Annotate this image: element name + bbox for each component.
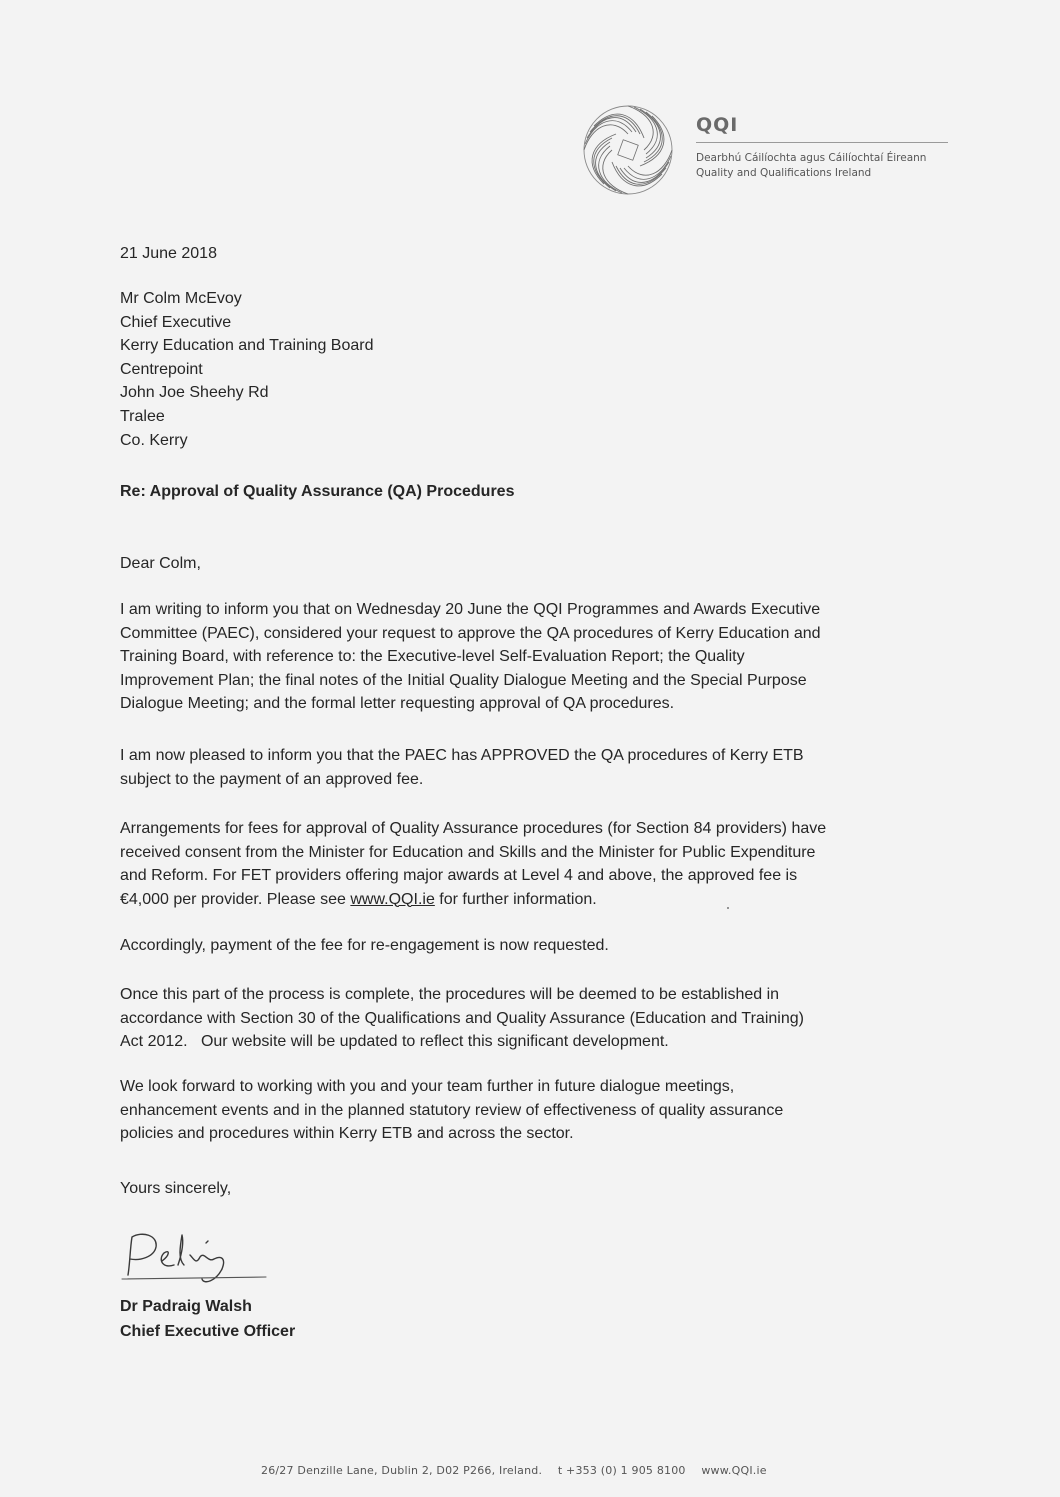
letterhead [582, 104, 962, 194]
paragraph-line: Once this part of the process is complete, the procedures will be deemed to be established in [120, 986, 780, 1003]
body-paragraph [120, 817, 920, 911]
recipient-line: Mr Colm McEvoy [120, 290, 242, 307]
paragraph-line: Dialogue Meeting; and the formal letter requesting approval of QA procedures. [120, 695, 675, 712]
paragraph-line: We look forward to working with you and your team further in future dialogue meetings, [120, 1078, 735, 1095]
paragraph-line: I am now pleased to inform you that the PAEC has APPROVED the QA procedures of Kerry ETB [120, 747, 804, 764]
letterhead-divider [696, 142, 948, 143]
paragraph-line: Committee (PAEC), considered your request to approve the QA procedures of Kerry Education and [120, 624, 821, 642]
handwritten-signature [118, 1225, 268, 1295]
recipient-line: John Joe Sheehy Rd [120, 384, 269, 402]
paragraph-line: Training Board, with reference to: the Executive-level Self-Evaluation Report; the Quality [120, 648, 745, 665]
paragraph-line: accordance with Section 30 of the Qualifications and Quality Assurance (Education and Training) [120, 1009, 804, 1027]
paragraph-line: Arrangements for fees for approval of Quality Assurance procedures (for Section 84 providers) have [120, 820, 827, 837]
body-paragraph [120, 598, 920, 716]
qqi-swirl-logo-icon [582, 104, 674, 196]
footer-address: 26/27 Denzille Lane, Dublin 2, D02 P266, Ireland. [261, 1464, 543, 1477]
paragraph-line: Act 2012. Our website will be updated to reflect this significant development. [120, 1033, 669, 1050]
paragraph-line: enhancement events and in the planned statutory review of effectiveness of quality assurance [120, 1101, 784, 1119]
paragraph-line: received consent from the Minister for Education and Skills and the Minister for Public Expenditure [120, 843, 816, 861]
qqi-website-link[interactable]: www.QQI.ie [350, 890, 435, 908]
body-paragraph: Accordingly, payment of the fee for re-engagement is now requested. [120, 937, 609, 954]
paragraph-line: I am writing to inform you that on Wednesday 20 June the QQI Programmes and Awards Executive [120, 601, 821, 618]
paragraph-text: for further information. [434, 890, 597, 908]
recipient-line: Tralee [120, 407, 165, 425]
recipient-line: Centrepoint [120, 360, 203, 378]
paragraph-line: subject to the payment of an approved fee. [120, 770, 424, 788]
footer-website[interactable]: www.QQI.ie [701, 1464, 767, 1477]
recipient-line: Kerry Education and Training Board [120, 337, 374, 355]
org-name-irish: Dearbhú Cáilíochta agus Cáilíochtaí Éireann [696, 152, 927, 164]
closing-line: Yours sincerely, [120, 1180, 232, 1197]
recipient-line: Chief Executive [120, 313, 232, 331]
footer-phone: t +353 (0) 1 905 8100 [557, 1464, 686, 1477]
salutation: Dear Colm, [120, 555, 201, 572]
org-identity [696, 114, 952, 181]
recipient-line: Co. Kerry [120, 431, 188, 449]
signer-name: Dr Padraig Walsh [120, 1298, 252, 1315]
body-paragraph [120, 744, 920, 791]
paragraph-line: policies and procedures within Kerry ETB and across the sector. [120, 1125, 574, 1142]
paragraph-line: Improvement Plan; the final notes of the Initial Quality Dialogue Meeting and the Special Purpose [120, 671, 807, 689]
recipient-address [120, 287, 373, 452]
body-paragraph [120, 1075, 920, 1146]
body-paragraph [120, 983, 920, 1054]
org-acronym: QQI [696, 114, 739, 136]
paragraph-line: and Reform. For FET providers offering major awards at Level 4 and above, the approved fee is [120, 867, 798, 884]
org-name-english: Quality and Qualifications Ireland [696, 167, 872, 179]
paragraph-line [120, 888, 920, 912]
paragraph-text: €4,000 per provider. Please see [120, 890, 351, 908]
signer-title: Chief Executive Officer [120, 1323, 296, 1340]
subject-line: Re: Approval of Quality Assurance (QA) Procedures [120, 483, 515, 500]
letter-date: 21 June 2018 [120, 245, 217, 262]
scan-speck [727, 907, 729, 909]
